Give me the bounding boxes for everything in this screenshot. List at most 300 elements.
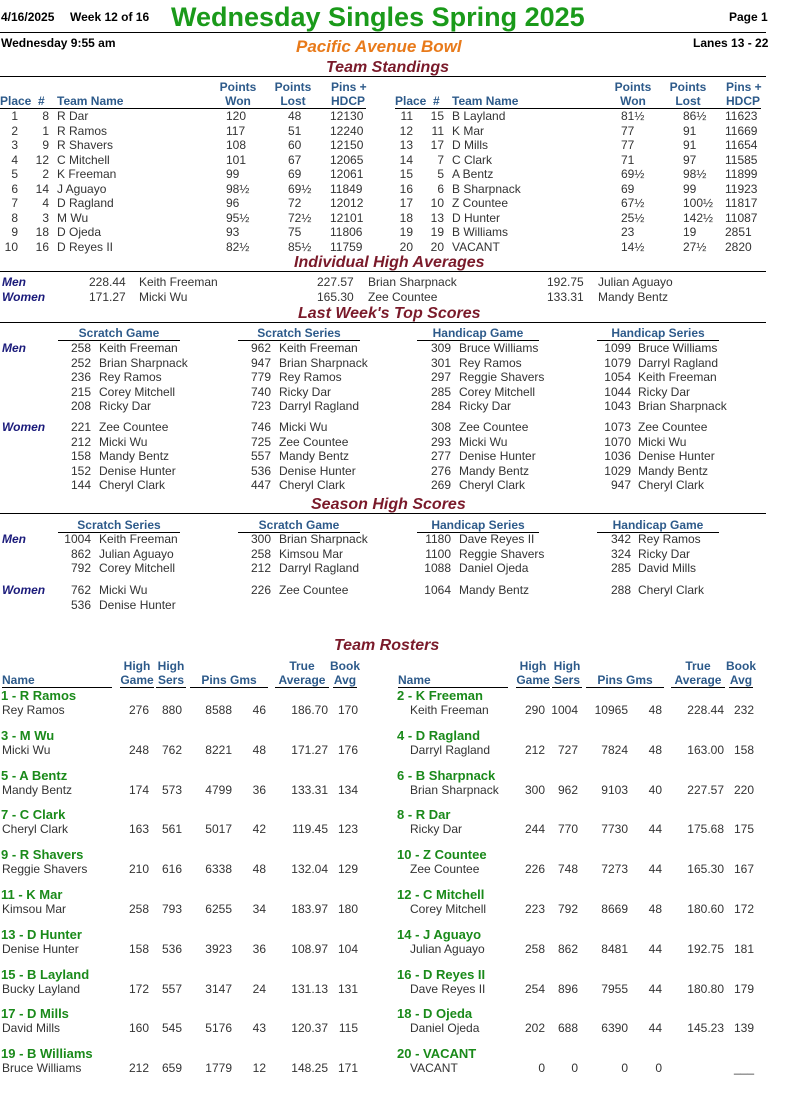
standing-points-won: 23: [621, 225, 635, 239]
roster-true-average: 120.37: [291, 1021, 328, 1036]
roster-pins: 10965: [594, 703, 628, 717]
header-won: Won: [620, 94, 646, 108]
high-average-value: 165.30: [317, 290, 354, 304]
standing-team-number: 13: [430, 210, 444, 225]
roster-player-name: Cheryl Clark: [2, 822, 69, 837]
score-name: Rey Ramos: [279, 370, 342, 384]
score-name: Ricky Dar: [638, 546, 691, 561]
roster-high-game: 212: [128, 1061, 149, 1076]
score-name: Keith Freeman: [99, 532, 178, 546]
standing-pins-hdcp: 11923: [725, 181, 758, 196]
standing-pins-hdcp: 11654: [725, 138, 758, 152]
standing-points-lost: 67: [288, 152, 302, 167]
score-value: 1029: [604, 463, 631, 478]
last-week-rule: [0, 322, 766, 323]
standing-points-won: 77: [621, 138, 635, 152]
roster-games: 12: [252, 1061, 266, 1076]
score-value: 1054: [604, 370, 631, 384]
standing-points-lost: 72: [288, 196, 302, 210]
standing-team-name: R Shavers: [57, 138, 114, 152]
standing-team-number: 19: [430, 225, 444, 239]
standing-team-name: K Freeman: [57, 167, 117, 181]
score-name: Micki Wu: [99, 434, 148, 449]
high-average-name: Brian Sharpnack: [368, 275, 457, 289]
standing-team-name: Z Countee: [452, 196, 509, 210]
roster-header-game: Game: [120, 673, 154, 687]
standing-team-number: 8: [42, 109, 49, 123]
roster-header-avg: Avg: [333, 673, 357, 687]
score-name: Brian Sharpnack: [279, 532, 368, 546]
score-value: 208: [70, 399, 91, 413]
roster-book-average: 139: [733, 1021, 754, 1036]
high-average-value: 228.44: [89, 275, 126, 289]
roster-player-name: Daniel Ojeda: [410, 1021, 480, 1036]
score-name: Keith Freeman: [638, 370, 717, 384]
standing-points-lost: 51: [288, 123, 302, 138]
standing-team-number: 12: [35, 152, 49, 167]
score-name: Ricky Dar: [99, 399, 152, 413]
roster-team-name: 8 - R Dar: [397, 807, 451, 823]
lanes-label: Lanes 13 - 22: [693, 36, 769, 50]
roster-player-name: Mandy Bentz: [2, 782, 73, 797]
roster-high-game: 172: [128, 981, 149, 996]
header-team-name: Team Name: [452, 94, 519, 108]
standing-pins-hdcp: 11759: [330, 239, 363, 254]
score-name: Rey Ramos: [638, 532, 701, 546]
section-header: Handicap Series: [417, 518, 539, 533]
season-rule: [0, 513, 766, 514]
score-name: Ricky Dar: [279, 384, 332, 399]
header-lost: Lost: [280, 94, 306, 108]
score-name: Darryl Ragland: [279, 561, 360, 575]
standing-points-lost: 72½: [288, 210, 312, 225]
standing-pins-hdcp: 12150: [330, 138, 364, 152]
last-week-title: Last Week's Top Scores: [298, 305, 481, 322]
roster-true-average: 227.57: [687, 782, 724, 797]
header-hdcp: HDCP: [726, 94, 761, 108]
standing-pins-hdcp: 12130: [330, 109, 364, 123]
score-name: Daniel Ojeda: [459, 561, 529, 575]
standings-header-rule: [0, 108, 366, 109]
standing-points-lost: 27½: [683, 239, 707, 254]
standing-place: 18: [399, 210, 413, 225]
standing-team-name: B Layland: [452, 109, 506, 123]
high-averages-rule: [0, 271, 766, 272]
roster-true-average: 132.04: [291, 862, 328, 877]
roster-high-game: 0: [538, 1061, 545, 1076]
score-value: 1044: [604, 384, 631, 399]
roster-pins: 1779: [205, 1061, 232, 1076]
roster-true-average: 192.75: [687, 941, 724, 956]
roster-high-game: 290: [524, 703, 545, 717]
header-points: Points: [614, 80, 652, 94]
standing-points-lost: 91: [683, 138, 697, 152]
high-average-name: Keith Freeman: [139, 275, 218, 289]
high-average-name: Mandy Bentz: [598, 290, 669, 304]
standing-team-name: A Bentz: [452, 167, 494, 181]
score-value: 276: [430, 463, 451, 478]
standing-pins-hdcp: 2851: [725, 225, 752, 239]
roster-high-game: 300: [524, 782, 545, 797]
high-average-name: Julian Aguayo: [598, 275, 673, 289]
standing-pins-hdcp: 11623: [725, 109, 758, 123]
standing-team-name: J Aguayo: [57, 181, 107, 196]
score-value: 293: [430, 434, 451, 449]
standing-team-number: 14: [35, 181, 49, 196]
roster-player-name: Bruce Williams: [2, 1061, 82, 1076]
roster-book-average: 134: [337, 782, 358, 797]
score-value: 1070: [604, 434, 631, 449]
score-value: 252: [70, 355, 91, 370]
standing-points-won: 98½: [226, 181, 250, 196]
roster-header-name: Name: [398, 673, 508, 688]
roster-true-average: 180.80: [687, 981, 724, 996]
standing-place: 3: [11, 138, 18, 152]
roster-high-series: 561: [161, 822, 182, 837]
score-name: Denise Hunter: [638, 449, 715, 463]
standing-place: 14: [399, 152, 413, 167]
roster-pins: 7824: [601, 742, 628, 757]
standing-team-name: D Ragland: [57, 196, 114, 210]
standing-team-name: C Clark: [452, 152, 493, 167]
rosters-title: Team Rosters: [334, 637, 440, 654]
score-name: Denise Hunter: [99, 463, 176, 478]
roster-header-book: Book: [726, 659, 756, 673]
score-value: 301: [430, 355, 451, 370]
score-value: 144: [70, 478, 91, 492]
roster-book-average: 129: [337, 862, 358, 877]
roster-pins: 6338: [205, 862, 232, 877]
standing-points-won: 67½: [621, 196, 645, 210]
roster-player-name: Brian Sharpnack: [410, 782, 499, 797]
header-place: Place: [395, 94, 427, 108]
roster-header-name: Name: [2, 673, 112, 688]
score-value: 269: [430, 478, 451, 492]
standing-points-lost: 19: [683, 225, 697, 239]
score-name: Kimsou Mar: [279, 546, 344, 561]
roster-pins: 0: [621, 1061, 628, 1076]
standing-points-lost: 91: [683, 123, 697, 138]
score-value: 212: [70, 434, 91, 449]
standing-team-number: 9: [42, 138, 49, 152]
roster-book-average: ___: [733, 1061, 754, 1076]
score-name: Zee Countee: [638, 420, 708, 434]
standing-team-number: 15: [430, 109, 444, 123]
roster-high-series: 748: [557, 862, 578, 877]
roster-header-high: High: [123, 659, 151, 673]
season-title: Season High Scores: [311, 496, 466, 513]
day-time: Wednesday 9:55 am: [1, 36, 116, 50]
roster-team-name: 7 - C Clark: [1, 807, 66, 823]
header-points: Points: [274, 80, 312, 94]
roster-pins: 9103: [601, 782, 628, 797]
roster-games: 43: [252, 1021, 266, 1036]
header-rule: [0, 32, 766, 33]
score-name: Bruce Williams: [459, 341, 539, 355]
standing-points-won: 96: [226, 196, 240, 210]
standing-team-number: 2: [42, 167, 49, 181]
roster-player-name: Reggie Shavers: [2, 862, 88, 877]
score-value: 258: [70, 341, 91, 355]
standing-place: 8: [11, 210, 18, 225]
standing-place: 12: [399, 123, 413, 138]
roster-high-series: 545: [161, 1021, 182, 1036]
header-won: Won: [225, 94, 251, 108]
standing-pins-hdcp: 12061: [330, 167, 364, 181]
roster-pins: 6255: [205, 902, 232, 916]
roster-high-series: 659: [161, 1061, 182, 1076]
roster-high-game: 158: [128, 941, 149, 956]
standing-place: 7: [11, 196, 18, 210]
men-label: Men: [2, 532, 26, 546]
roster-book-average: 179: [733, 981, 754, 996]
roster-pins: 3923: [205, 941, 232, 956]
roster-team-name: 3 - M Wu: [1, 727, 55, 743]
standing-team-number: 3: [42, 210, 49, 225]
roster-true-average: 165.30: [687, 862, 724, 877]
score-value: 725: [250, 434, 271, 449]
roster-high-game: 163: [128, 822, 149, 837]
women-label: Women: [2, 583, 46, 597]
roster-team-name: 2 - K Freeman: [397, 688, 483, 703]
roster-games: 0: [655, 1061, 662, 1076]
score-value: 947: [250, 355, 271, 370]
roster-header-true: True: [289, 659, 315, 673]
score-value: 947: [610, 478, 631, 492]
score-value: 779: [250, 370, 271, 384]
standing-points-won: 69: [621, 181, 635, 196]
roster-team-name: 4 - D Ragland: [397, 727, 481, 743]
roster-high-series: 1004: [551, 703, 578, 717]
roster-team-name: 14 - J Aguayo: [397, 926, 482, 942]
standing-place: 20: [399, 239, 413, 254]
roster-pins: 8481: [601, 941, 628, 956]
score-value: 1073: [604, 420, 631, 434]
standing-pins-hdcp: 2820: [725, 239, 752, 254]
roster-true-average: 145.23: [687, 1021, 724, 1036]
roster-games: 48: [252, 742, 266, 757]
score-value: 962: [250, 341, 271, 355]
roster-games: 44: [648, 862, 662, 877]
roster-header-avg: Avg: [729, 673, 753, 687]
score-name: Mandy Bentz: [638, 463, 709, 478]
roster-player-name: Denise Hunter: [2, 941, 79, 956]
standing-place: 5: [11, 167, 18, 181]
standing-place: 19: [399, 225, 413, 239]
score-value: 212: [250, 561, 271, 575]
roster-high-game: 174: [128, 782, 149, 797]
roster-player-name: VACANT: [410, 1061, 458, 1076]
roster-games: 44: [648, 981, 662, 996]
score-name: Darryl Ragland: [279, 399, 360, 413]
standing-pins-hdcp: 11806: [330, 225, 363, 239]
score-value: 792: [70, 561, 91, 575]
roster-true-average: 183.97: [291, 902, 328, 916]
roster-pins: 7273: [601, 862, 628, 877]
roster-book-average: 176: [337, 742, 358, 757]
score-name: Mandy Bentz: [459, 583, 530, 597]
high-average-name: Micki Wu: [139, 290, 188, 304]
roster-team-name: 11 - K Mar: [1, 887, 63, 902]
score-value: 740: [250, 384, 271, 399]
report-date: 4/16/2025: [1, 10, 55, 24]
score-value: 236: [70, 370, 91, 384]
score-name: Brian Sharpnack: [279, 355, 368, 370]
standing-points-won: 120: [226, 109, 247, 123]
roster-team-name: 20 - VACANT: [397, 1046, 477, 1062]
roster-team-name: 1 - R Ramos: [1, 688, 77, 703]
standing-points-lost: 100½: [683, 196, 714, 210]
header-place: Place: [0, 94, 32, 108]
roster-games: 48: [648, 902, 662, 916]
roster-high-game: 244: [524, 822, 545, 837]
venue-name: Pacific Avenue Bowl: [296, 37, 462, 56]
standing-team-name: R Ramos: [57, 123, 108, 138]
header-hdcp: HDCP: [331, 94, 366, 108]
standing-team-number: 6: [437, 181, 444, 196]
roster-high-game: 226: [524, 862, 545, 877]
standing-place: 6: [11, 181, 18, 196]
roster-high-series: 793: [161, 902, 182, 916]
roster-games: 36: [252, 941, 266, 956]
score-value: 447: [250, 478, 271, 492]
standing-place: 1: [11, 109, 18, 123]
roster-player-name: Ricky Dar: [410, 822, 463, 837]
roster-book-average: 172: [733, 902, 754, 916]
score-value: 536: [70, 597, 91, 612]
score-value: 284: [430, 399, 451, 413]
roster-high-series: 792: [557, 902, 578, 916]
roster-team-name: 17 - D Mills: [1, 1006, 69, 1022]
roster-high-game: 258: [524, 941, 545, 956]
roster-pins: 5176: [205, 1021, 232, 1036]
roster-true-average: 163.00: [687, 742, 724, 757]
score-name: Darryl Ragland: [638, 355, 719, 370]
score-value: 1079: [604, 355, 631, 370]
score-value: 1088: [424, 561, 451, 575]
standing-pins-hdcp: 11087: [725, 210, 758, 225]
score-name: Cheryl Clark: [638, 478, 705, 492]
roster-high-series: 770: [557, 822, 578, 837]
roster-high-series: 862: [557, 941, 578, 956]
score-value: 1043: [604, 399, 631, 413]
score-value: 862: [70, 546, 91, 561]
standing-pins-hdcp: 12101: [330, 210, 364, 225]
roster-book-average: 180: [337, 902, 358, 916]
roster-games: 40: [648, 782, 662, 797]
section-header: Handicap Series: [597, 326, 719, 341]
score-name: Corey Mitchell: [99, 384, 176, 399]
standing-team-name: M Wu: [57, 210, 89, 225]
score-value: 226: [250, 583, 271, 597]
score-name: Zee Countee: [279, 434, 349, 449]
roster-games: 44: [648, 822, 662, 837]
roster-high-series: 880: [161, 703, 182, 717]
roster-team-name: 13 - D Hunter: [1, 926, 82, 942]
score-value: 1064: [424, 583, 451, 597]
score-name: Dave Reyes II: [459, 532, 535, 546]
standing-team-name: D Ojeda: [57, 225, 102, 239]
high-average-value: 171.27: [89, 290, 126, 304]
roster-player-name: Julian Aguayo: [410, 941, 485, 956]
standing-points-lost: 99: [683, 181, 697, 196]
standing-points-won: 81½: [621, 109, 645, 123]
roster-book-average: 175: [733, 822, 754, 837]
roster-high-series: 896: [557, 981, 578, 996]
standing-points-lost: 85½: [288, 239, 312, 254]
roster-high-game: 202: [524, 1021, 545, 1036]
standing-pins-hdcp: 12240: [330, 123, 364, 138]
score-value: 288: [610, 583, 631, 597]
score-value: 1099: [604, 341, 631, 355]
roster-header-high: High: [157, 659, 185, 673]
standing-points-lost: 69: [288, 167, 302, 181]
roster-high-game: 212: [524, 742, 545, 757]
roster-team-name: 16 - D Reyes II: [397, 966, 486, 982]
score-value: 762: [70, 583, 91, 597]
header-num: #: [433, 94, 440, 108]
score-name: Denise Hunter: [99, 597, 176, 612]
roster-header-game: Game: [516, 673, 550, 687]
score-name: Cheryl Clark: [279, 478, 346, 492]
score-value: 158: [70, 449, 91, 463]
header-pins: Pins +: [726, 80, 762, 94]
roster-book-average: 115: [338, 1021, 358, 1036]
standing-pins-hdcp: 12065: [330, 152, 364, 167]
standing-points-lost: 97: [683, 152, 697, 167]
roster-team-name: 6 - B Sharpnack: [397, 767, 496, 783]
roster-high-series: 616: [161, 862, 182, 877]
score-value: 1004: [64, 532, 91, 546]
roster-high-game: 276: [128, 703, 149, 717]
score-value: 309: [430, 341, 451, 355]
standing-team-name: D Hunter: [452, 210, 501, 225]
roster-high-series: 962: [557, 782, 578, 797]
standing-points-lost: 69½: [288, 181, 312, 196]
roster-player-name: Rey Ramos: [2, 703, 65, 717]
standing-points-lost: 98½: [683, 167, 707, 181]
roster-book-average: 123: [337, 822, 358, 837]
roster-pins: 6390: [601, 1021, 628, 1036]
standing-team-name: C Mitchell: [57, 152, 110, 167]
section-header: Scratch Series: [238, 326, 360, 341]
score-value: 221: [70, 420, 91, 434]
roster-high-series: 762: [161, 742, 182, 757]
standing-team-name: B Williams: [452, 225, 508, 239]
standing-pins-hdcp: 11849: [330, 181, 363, 196]
score-name: Keith Freeman: [99, 341, 178, 355]
score-name: Zee Countee: [279, 583, 349, 597]
standing-points-won: 69½: [621, 167, 645, 181]
roster-true-average: 171.27: [291, 742, 328, 757]
high-averages-title: Individual High Averages: [294, 254, 485, 271]
score-name: Cheryl Clark: [99, 478, 166, 492]
roster-header-pins-games: Pins Gms: [190, 673, 268, 688]
standing-points-won: 95½: [226, 210, 250, 225]
standing-team-name: D Reyes II: [57, 239, 114, 254]
score-name: Denise Hunter: [279, 463, 356, 478]
roster-player-name: Zee Countee: [410, 862, 480, 877]
roster-header-high: High: [519, 659, 547, 673]
men-label: Men: [2, 341, 26, 355]
roster-player-name: Keith Freeman: [410, 703, 489, 717]
high-average-value: 227.57: [317, 275, 354, 289]
score-name: Mandy Bentz: [99, 449, 170, 463]
roster-player-name: Kimsou Mar: [2, 902, 67, 916]
roster-team-name: 9 - R Shavers: [1, 847, 84, 863]
score-value: 215: [70, 384, 91, 399]
roster-true-average: 133.31: [291, 782, 328, 797]
